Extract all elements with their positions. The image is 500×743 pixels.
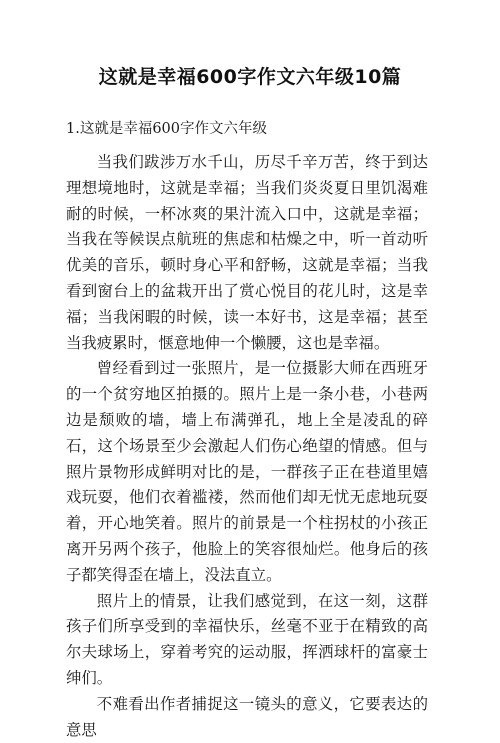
- article-body: [66, 150, 428, 739]
- section-heading: 1.这就是幸福600字作文六年级: [66, 121, 268, 137]
- paragraph: 当我们跋涉万水千山，历尽千辛万苦，终于到达理想境地时，这就是幸福；当我们炎炎夏日里饥渴难耐的时候，一杯冰爽的果汁流入口中，这就是幸福；当我在等候误点航班的焦虑和枯燥之中，听一首动听优美的音乐，顿时身心平和舒畅，这就是幸福；当我看到窗台上的盆栽开出了赏心悦目的花儿时，这是幸福；当我闲暇的时候，读一本好书，这是幸福；甚至当我疲累时，惬意地伸一个懒腰，这也是幸福。: [66, 153, 428, 352]
- document-title: 这就是幸福600字作文六年级10篇: [98, 66, 402, 88]
- paragraph: 曾经看到过一张照片，是一位摄影大师在西班牙的一个贫穷地区拍摄的。照片上是一条小巷，小巷两边是颓败的墙，墙上布满弹孔，地上全是凌乱的碎石，这个场景至少会激起人们伤心绝望的情感。但与照片景物形成鲜明对比的是，一群孩子正在巷道里嬉戏玩耍，他们衣着褴褛，然而他们却无忧无虑地玩耍着，开心地笑着。照片的前景是一个柱拐杖的小孩正离开另两个孩子，他脸上的笑容很灿烂。他身后的孩子都笑得歪在墙上，没法直立。: [66, 359, 428, 584]
- paragraph: 不难看出作者捕捉这一镜头的意义，它要表达的意思: [66, 694, 428, 739]
- paragraph: 照片上的情景，让我们感觉到，在这一刻，这群孩子们所享受到的幸福快乐，丝毫不亚于在精致的高尔夫球场上，穿着考究的运动服，挥洒球杆的富豪士绅们。: [66, 591, 428, 687]
